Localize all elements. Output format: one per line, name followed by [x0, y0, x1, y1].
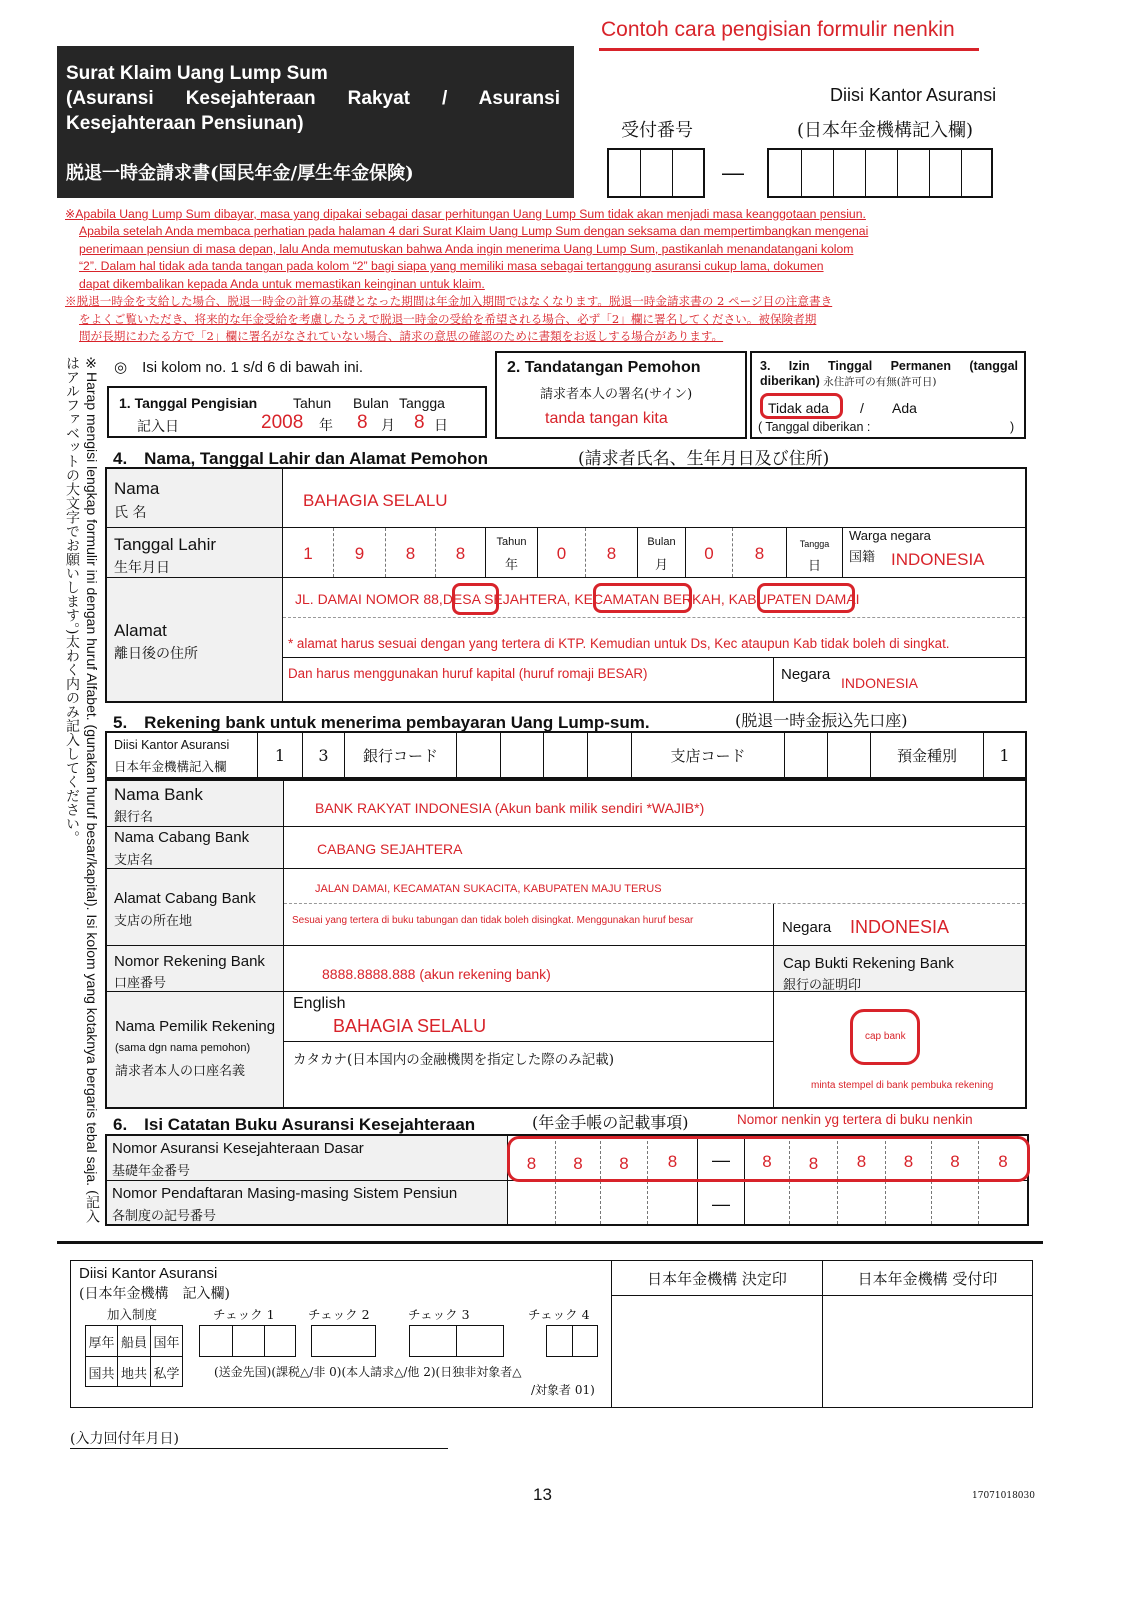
office-section-label-jp: (日本年金機構 記入欄)	[79, 1286, 230, 1302]
notice-id	[65, 206, 1020, 293]
section5-title-jp: (脱退一時金振込先口座)	[735, 711, 908, 730]
office-label-jp: (日本年金機構記入欄)	[797, 120, 974, 141]
notice-id-line: “2”. Dalam hal tidak ada tanda tangan pada kolom “2” bagi siapa yang memiliki masa sebagai tertanggung asuransi cukup lama, dokumen	[79, 259, 824, 274]
notice-jp-line: ※脱退一時金を支給した場合、脱退一時金の計算の基礎となった期間は年金加入期間ではなくなります。脱退一時金請求書の 2 ページ目の注意書き	[65, 294, 833, 308]
office-separator	[57, 1241, 1043, 1244]
system-senin: 船員	[120, 1336, 147, 1351]
account-number-label-jp: 口座番号	[114, 976, 167, 991]
signature-box	[495, 351, 747, 439]
kabupaten-highlight	[757, 583, 855, 613]
branch-name-label-jp: 支店名	[114, 853, 154, 868]
permit-none-highlight	[760, 393, 843, 419]
system-kounen: 厚年	[88, 1336, 115, 1351]
form-title-line3: Kesejahteraan Pensiunan)	[66, 113, 304, 134]
pension-number-highlight	[507, 1136, 1030, 1182]
dob-hi-label: 日	[807, 559, 821, 574]
receipt-number-box-a	[607, 148, 705, 198]
address-regency: DAMAI	[815, 591, 860, 607]
address-desa: DESA	[442, 591, 481, 607]
holder-english-label: English	[293, 995, 346, 1012]
receipt-stamp-label: 日本年金機構 受付印	[857, 1270, 998, 1288]
office-check-notes: (送金先国)(課税△/非 0)(本人請求△/他 2)(日独非対象者△	[214, 1365, 522, 1379]
bank-name-label-jp: 銀行名	[114, 810, 154, 825]
permit-label-id: 3. Izin Tinggal Permanen (tanggal diberikan)	[760, 359, 1018, 388]
check-3-boxes	[409, 1325, 504, 1357]
dob-tsuki-label: 月	[654, 558, 668, 573]
section4-title-jp: (請求者氏名、生年月日及び住所)	[578, 449, 830, 469]
office-check-notes-2: /対象者 01)	[531, 1383, 595, 1397]
address-district: BERKAH,	[663, 591, 725, 607]
fill-date-label: 1. Tanggal Pengisian	[119, 395, 258, 411]
dob-day-digit[interactable]: 0	[704, 544, 714, 563]
fill-date-month[interactable]: 8	[357, 412, 368, 433]
pension-digit[interactable]: 8	[526, 1154, 537, 1173]
page-number: 13	[533, 1485, 552, 1504]
holder-label: Nama Pemilik Rekening	[115, 1018, 276, 1035]
stamp-label-jp: 銀行の証明印	[783, 978, 862, 993]
fill-date-box	[107, 386, 487, 438]
bank-office-label-jp: 日本年金機構記入欄	[114, 759, 227, 774]
address-street: JL. DAMAI NOMOR 88,	[295, 591, 443, 607]
dob-month-digit[interactable]: 8	[606, 544, 617, 563]
registration-label: Nomor Pendaftaran Masing-masing Sistem Pensiun	[112, 1185, 458, 1202]
bank-name-label: Nama Bank	[114, 785, 203, 804]
notice-id-line: dapat dikembalikan kepada Anda untuk memastikan keinginan untuk klaim.	[79, 276, 485, 291]
notice-id-line: Apabila setelah Anda membaca perhatian pada halaman 4 dari Surat Klaim Uang Lump Sum dengan seksama dan mempertimbangkan mengenai	[79, 224, 869, 239]
signature-label: 2. Tandatangan Pemohon	[507, 359, 701, 376]
office-section-label: Diisi Kantor Asuransi	[79, 1265, 218, 1282]
notice-jp-line: をよくご覧いただき、将来的な年金受給を考慮したうえで脱退一時金の受給を希望される場合、必ず「2」欄に署名してください。被保険者期	[79, 311, 817, 326]
dob-nen-label: 年	[504, 558, 518, 573]
dob-day-digit[interactable]: 8	[754, 544, 765, 563]
dob-bulan-label: Bulan	[647, 536, 676, 548]
branch-address-label-jp: 支店の所在地	[114, 914, 193, 929]
bank-stamp-note: minta stempel di bank pembuka rekening	[811, 1080, 994, 1091]
dob-label: Tanggal Lahir	[114, 535, 217, 554]
form-title-jp: 脱退一時金請求書(国民年金/厚生年金保険)	[66, 163, 414, 184]
branch-name-label: Nama Cabang Bank	[114, 829, 250, 846]
pension-digit[interactable]: 8	[998, 1152, 1008, 1171]
check-2-label: チェック 2	[308, 1307, 370, 1322]
katakana-label: カタカナ(日本国内の金融機関を指定した際のみ記載)	[293, 1052, 615, 1068]
country-value[interactable]: INDONESIA	[841, 675, 919, 691]
dob-month-digit[interactable]: 0	[556, 544, 567, 563]
registration-label-jp: 各制度の記号番号	[112, 1209, 217, 1224]
branch-code-label: 支店コード	[670, 747, 746, 765]
address-kabupaten: KABUPATEN	[728, 591, 812, 607]
decision-stamp-label: 日本年金機構 決定印	[647, 1270, 787, 1288]
basic-pension-label-jp: 基礎年金番号	[112, 1164, 191, 1179]
bank-country-label: Negara	[782, 919, 832, 936]
bank-code-1: 1	[274, 746, 286, 765]
check-2-box	[311, 1325, 376, 1357]
basic-pension-label: Nomor Asuransi Kesejahteraan Dasar	[112, 1140, 364, 1157]
section6-title-jp: (年金手帳の記載事項)	[532, 1113, 689, 1132]
bank-office-label: Diisi Kantor Asuransi	[114, 738, 230, 752]
permit-slash: /	[860, 400, 864, 416]
branch-name-value[interactable]: CABANG SEJAHTERA	[317, 841, 463, 857]
address-kecamatan: KECAMATAN	[574, 591, 660, 607]
permit-date-close: )	[1010, 420, 1015, 434]
system-grid	[85, 1325, 183, 1387]
address-label: Alamat	[114, 621, 167, 640]
fill-date-day[interactable]: 8	[414, 412, 425, 433]
office-label: Diisi Kantor Asuransi	[830, 85, 997, 105]
fill-date-year[interactable]: 2008	[261, 412, 304, 433]
holder-name-value[interactable]: BAHAGIA SELALU	[333, 1016, 487, 1036]
pension-digit[interactable]: 8	[667, 1152, 678, 1171]
dob-year-digit[interactable]: 8	[455, 544, 466, 563]
dob-year-digit[interactable]: 8	[405, 544, 416, 563]
address-label-jp: 離日後の住所	[114, 646, 198, 662]
system-kokkyo: 国共	[88, 1367, 115, 1382]
address-village: SEJAHTERA,	[484, 591, 571, 607]
holder-sub-label: (sama dgn nama pemohon)	[115, 1042, 251, 1054]
name-label: Nama	[114, 479, 160, 498]
system-shigaku: 私学	[153, 1367, 180, 1382]
check-3-label: チェック 3	[408, 1307, 470, 1322]
branch-address-label: Alamat Cabang Bank	[114, 890, 256, 907]
check-1-label: チェック 1	[213, 1307, 275, 1322]
bank-country-value[interactable]: INDONESIA	[850, 917, 950, 937]
pension-digit[interactable]: 8	[619, 1154, 629, 1173]
name-label-jp: 氏 名	[114, 505, 147, 521]
pension-digit[interactable]: 8	[903, 1152, 914, 1171]
notice-jp	[65, 293, 1025, 346]
system-kokunen: 国年	[153, 1336, 180, 1351]
stamp-label: Cap Bukti Rekening Bank	[783, 955, 954, 972]
system-label: 加入制度	[107, 1307, 158, 1322]
pension-digit[interactable]: 8	[808, 1154, 819, 1173]
bank-code-row	[105, 731, 1027, 779]
bank-code-2: 3	[318, 746, 329, 765]
dob-tangga-label: Tangga	[799, 539, 830, 549]
pension-digit[interactable]: 8	[950, 1152, 960, 1171]
input-date-label: (入力回付年月日)	[70, 1431, 179, 1447]
section6-note: Nomor nenkin yg tertera di buku nenkin	[737, 1112, 973, 1127]
fill-date-day-jp: 日	[434, 418, 448, 434]
dob-year-digit[interactable]: 1	[303, 544, 313, 563]
fill-date-day-label: Tangga	[399, 395, 445, 411]
notice-id-line: penerimaan pensiun di masa depan, lalu Anda memutuskan bahwa Anda ingin menerima Uang Lump Sum, pastikanlah menandatangani kolom	[79, 241, 854, 256]
check-4-boxes	[546, 1325, 598, 1357]
check-4-label: チェック 4	[528, 1307, 590, 1322]
side-instruction	[58, 356, 102, 1226]
deposit-type-value: 1	[999, 746, 1010, 765]
bank-stamp-value: cap bank	[865, 1031, 906, 1042]
side-instruction-jp: (記入はアルファベットの大文字でお願いします。)太わく内のみ記入してください。	[64, 356, 100, 1224]
check-1-boxes	[199, 1325, 296, 1357]
desa-highlight	[452, 583, 499, 615]
account-number-value[interactable]: 8888.8888.888 (akun rekening bank)	[322, 966, 551, 982]
receipt-number-box-b	[767, 148, 993, 198]
receipt-number-label: 受付番号	[621, 120, 693, 141]
section4-table	[105, 467, 1027, 703]
form-title-line1: Surat Klaim Uang Lump Sum	[66, 63, 328, 84]
pension-digit[interactable]: 8	[856, 1152, 867, 1171]
form-title-box	[57, 46, 574, 198]
deposit-type-label: 預金種別	[896, 747, 957, 765]
kecamatan-highlight	[593, 583, 692, 613]
bank-code-label: 銀行コード	[362, 747, 438, 765]
dob-year-digit[interactable]: 9	[354, 544, 365, 563]
bank-stamp-highlight	[850, 1009, 920, 1065]
input-date-line	[70, 1448, 448, 1449]
branch-address-note: Sesuai yang tertera di buku tabungan dan tidak boleh disingkat. Menggunakan huruf besar	[292, 915, 694, 926]
notice-jp-line: 間が長期にわたる方で「2」欄に署名がなされていない場合、請求の意思の確認のために書類をお返しする場合があります。	[79, 329, 724, 343]
fill-date-year-jp: 年	[319, 418, 333, 434]
example-title-underline	[599, 48, 979, 51]
fill-date-label-jp: 記入日	[137, 419, 179, 435]
address-note: * alamat harus sesuai dengan yang tertera di KTP. Kemudian untuk Ds, Kec ataupun Kab tidak boleh di singkat.	[288, 636, 950, 651]
instruction: ◎ Isi kolom no. 1 s/d 6 di bawah ini.	[114, 359, 364, 376]
bank-name-value[interactable]: BANK RAKYAT INDONESIA (Akun bank milik sendiri *WAJIB*)	[315, 800, 705, 816]
nationality-value[interactable]: INDONESIA	[891, 550, 985, 569]
signature-label-jp: 請求者本人の署名(サイン)	[540, 387, 693, 402]
nationality-label-jp: 国籍	[849, 550, 876, 565]
country-label: Negara	[781, 666, 831, 683]
dob-label-jp: 生年月日	[114, 560, 170, 576]
permit-date-label: ( Tanggal diberikan :	[758, 420, 871, 434]
office-section	[70, 1260, 1033, 1408]
section6-title: 6. Isi Catatan Buku Asuransi Kesejahteraan	[113, 1115, 476, 1134]
dob-tahun-label: Tahun	[496, 536, 527, 548]
signature-value[interactable]: tanda tangan kita	[545, 410, 668, 427]
fill-date-month-label: Bulan	[353, 395, 389, 411]
nationality-label: Warga negara	[849, 528, 931, 543]
address-note-caps: Dan harus menggunakan huruf kapital (huruf romaji BESAR)	[288, 666, 648, 681]
permit-yes[interactable]: Ada	[892, 400, 917, 416]
side-instruction-id: ※Harap mengisi lengkap formulir ini dengan huruf Alfabet. (gunakan huruf besar/kapital). Isi kolom yang kotaknya bergaris tebal saja.	[84, 356, 100, 1187]
example-title: Contoh cara pengisian formulir nenkin	[601, 18, 955, 41]
permit-label-jp: 永住許可の有無(許可日)	[823, 376, 937, 388]
branch-address-value[interactable]: JALAN DAMAI, KECAMATAN SUKACITA, KABUPATEN MAJU TERUS	[315, 883, 662, 895]
section4-title: 4. Nama, Tanggal Lahir dan Alamat Pemohon	[113, 449, 489, 468]
holder-label-jp: 請求者本人の口座名義	[115, 1064, 246, 1079]
permit-label	[760, 359, 1018, 390]
registration-dash: —	[712, 1194, 730, 1214]
fill-date-year-label: Tahun	[293, 395, 332, 411]
system-chikyo: 地共	[120, 1367, 147, 1382]
notice-id-line: ※Apabila Uang Lump Sum dibayar, masa yang dipakai sebagai dasar perhitungan Uang Lump Sum tidak akan menjadi masa keanggotaan pensiun.	[65, 207, 866, 221]
applicant-name[interactable]: BAHAGIA SELALU	[303, 491, 448, 510]
section5-title: 5. Rekening bank untuk menerima pembayaran Uang Lump-sum.	[113, 713, 650, 732]
permit-none[interactable]: Tidak ada	[768, 400, 829, 416]
pension-number-dash: —	[712, 1150, 730, 1170]
form-code: 17071018030	[972, 1491, 1035, 1501]
fill-date-month-jp: 月	[381, 418, 395, 434]
form-title-line2: (Asuransi Kesejahteraan Rakyat / Asuransi	[66, 88, 560, 109]
pension-digit[interactable]: 8	[762, 1152, 772, 1171]
receipt-dash: —	[722, 160, 744, 185]
pension-digit[interactable]: 8	[573, 1154, 583, 1173]
account-number-label: Nomor Rekening Bank	[114, 953, 265, 970]
